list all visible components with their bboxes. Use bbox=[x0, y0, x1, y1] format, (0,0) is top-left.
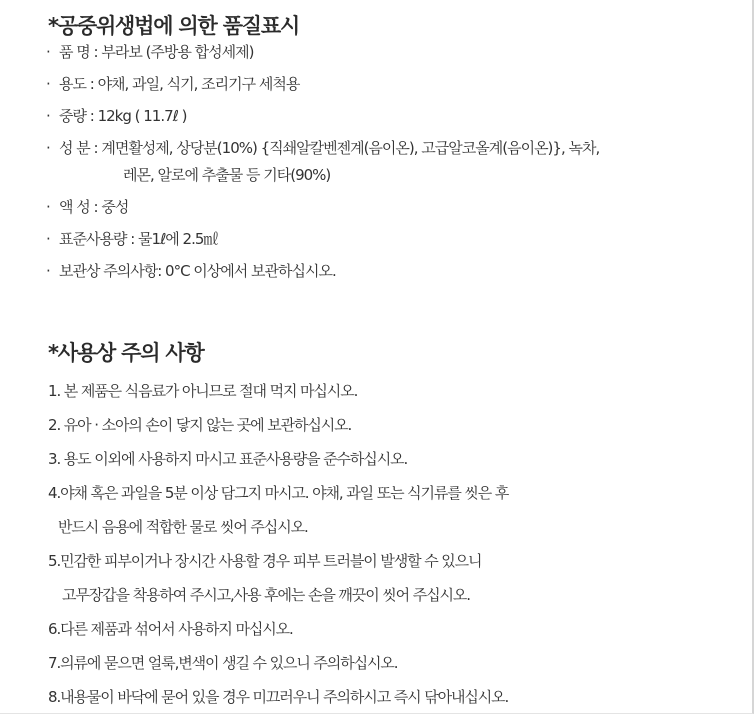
caution-item-8: 8.내용물이 바닥에 묻어 있을 경우 미끄러우니 주의하시고 즉시 닦아내십시오. bbox=[48, 688, 509, 706]
info-text-usage: 용도 : 야채, 과일, 식기, 조리기구 세척용 bbox=[59, 75, 300, 93]
info-item-weight bbox=[46, 106, 599, 126]
caution-item-5-line1: 5.민감한 피부이거나 장시간 사용할 경우 피부 트러블이 발생할 수 있으니 bbox=[48, 552, 482, 570]
info-item-product-name bbox=[46, 42, 599, 62]
caution-item-5 bbox=[48, 551, 508, 605]
info-item-ingredients bbox=[46, 138, 599, 185]
caution-item-5-line2: 고무장갑을 착용하여 주시고,사용 후에는 손을 깨끗이 씻어 주십시오. bbox=[62, 586, 470, 604]
bullet-dot: · bbox=[46, 139, 50, 157]
caution-item-7: 7.의류에 묻으면 얼룩,변색이 생길 수 있으니 주의하십시오. bbox=[48, 654, 398, 672]
caution-item-4-line1: 4.야채 혹은 과일을 5분 이상 담그지 마시고. 야채, 과일 또는 식기류를 씻은 후 bbox=[48, 484, 509, 502]
bullet-dot: · bbox=[46, 107, 50, 125]
quality-info-list bbox=[46, 42, 599, 281]
info-text-acidity: 액 성 : 중성 bbox=[59, 198, 129, 216]
bullet-dot: · bbox=[46, 75, 50, 93]
info-item-standard-dosage bbox=[46, 229, 599, 249]
info-item-acidity bbox=[46, 197, 599, 217]
info-text-product-name: 품 명 : 부라보 (주방용 합성세제) bbox=[59, 43, 254, 61]
info-item-usage bbox=[46, 74, 599, 94]
bullet-dot: · bbox=[46, 43, 50, 61]
caution-item-3: 3. 용도 이외에 사용하지 마시고 표준사용량을 준수하십시오. bbox=[48, 450, 408, 468]
quality-section-title: *공중위생법에 의한 품질표시 bbox=[48, 14, 300, 38]
caution-item-2: 2. 유아 · 소아의 손이 닿지 않는 곳에 보관하십시오. bbox=[48, 416, 352, 434]
caution-item-4-line2: 반드시 음용에 적합한 물로 씻어 주십시오. bbox=[58, 518, 308, 536]
caution-section-title: *사용상 주의 사항 bbox=[48, 341, 204, 365]
info-item-storage-caution bbox=[46, 261, 599, 281]
caution-item-4 bbox=[48, 483, 508, 537]
info-text-ingredients-line1: 성 분 : 계면활성제, 상당분(10%) {직쇄알칼벤젠계(음이온), 고급알코올계(음이온)}, 녹차, bbox=[59, 139, 600, 157]
bullet-dot: · bbox=[46, 198, 50, 216]
info-text-weight: 중량 : 12kg ( 11.7ℓ ) bbox=[59, 107, 187, 125]
info-text-ingredients-line2: 레몬, 알로에 추출물 등 기타(90%) bbox=[123, 166, 331, 184]
info-text-storage-caution: 보관상 주의사항: 0°C 이상에서 보관하십시오. bbox=[59, 262, 336, 280]
bullet-dot: · bbox=[46, 262, 50, 280]
caution-list bbox=[48, 381, 508, 707]
caution-item-1: 1. 본 제품은 식음료가 아니므로 절대 먹지 마십시오. bbox=[48, 382, 358, 400]
bullet-dot: · bbox=[46, 230, 50, 248]
info-text-standard-dosage: 표준사용량 : 물1ℓ에 2.5㎖ bbox=[59, 230, 218, 248]
caution-item-6: 6.다른 제품과 섞어서 사용하지 마십시오. bbox=[48, 620, 293, 638]
